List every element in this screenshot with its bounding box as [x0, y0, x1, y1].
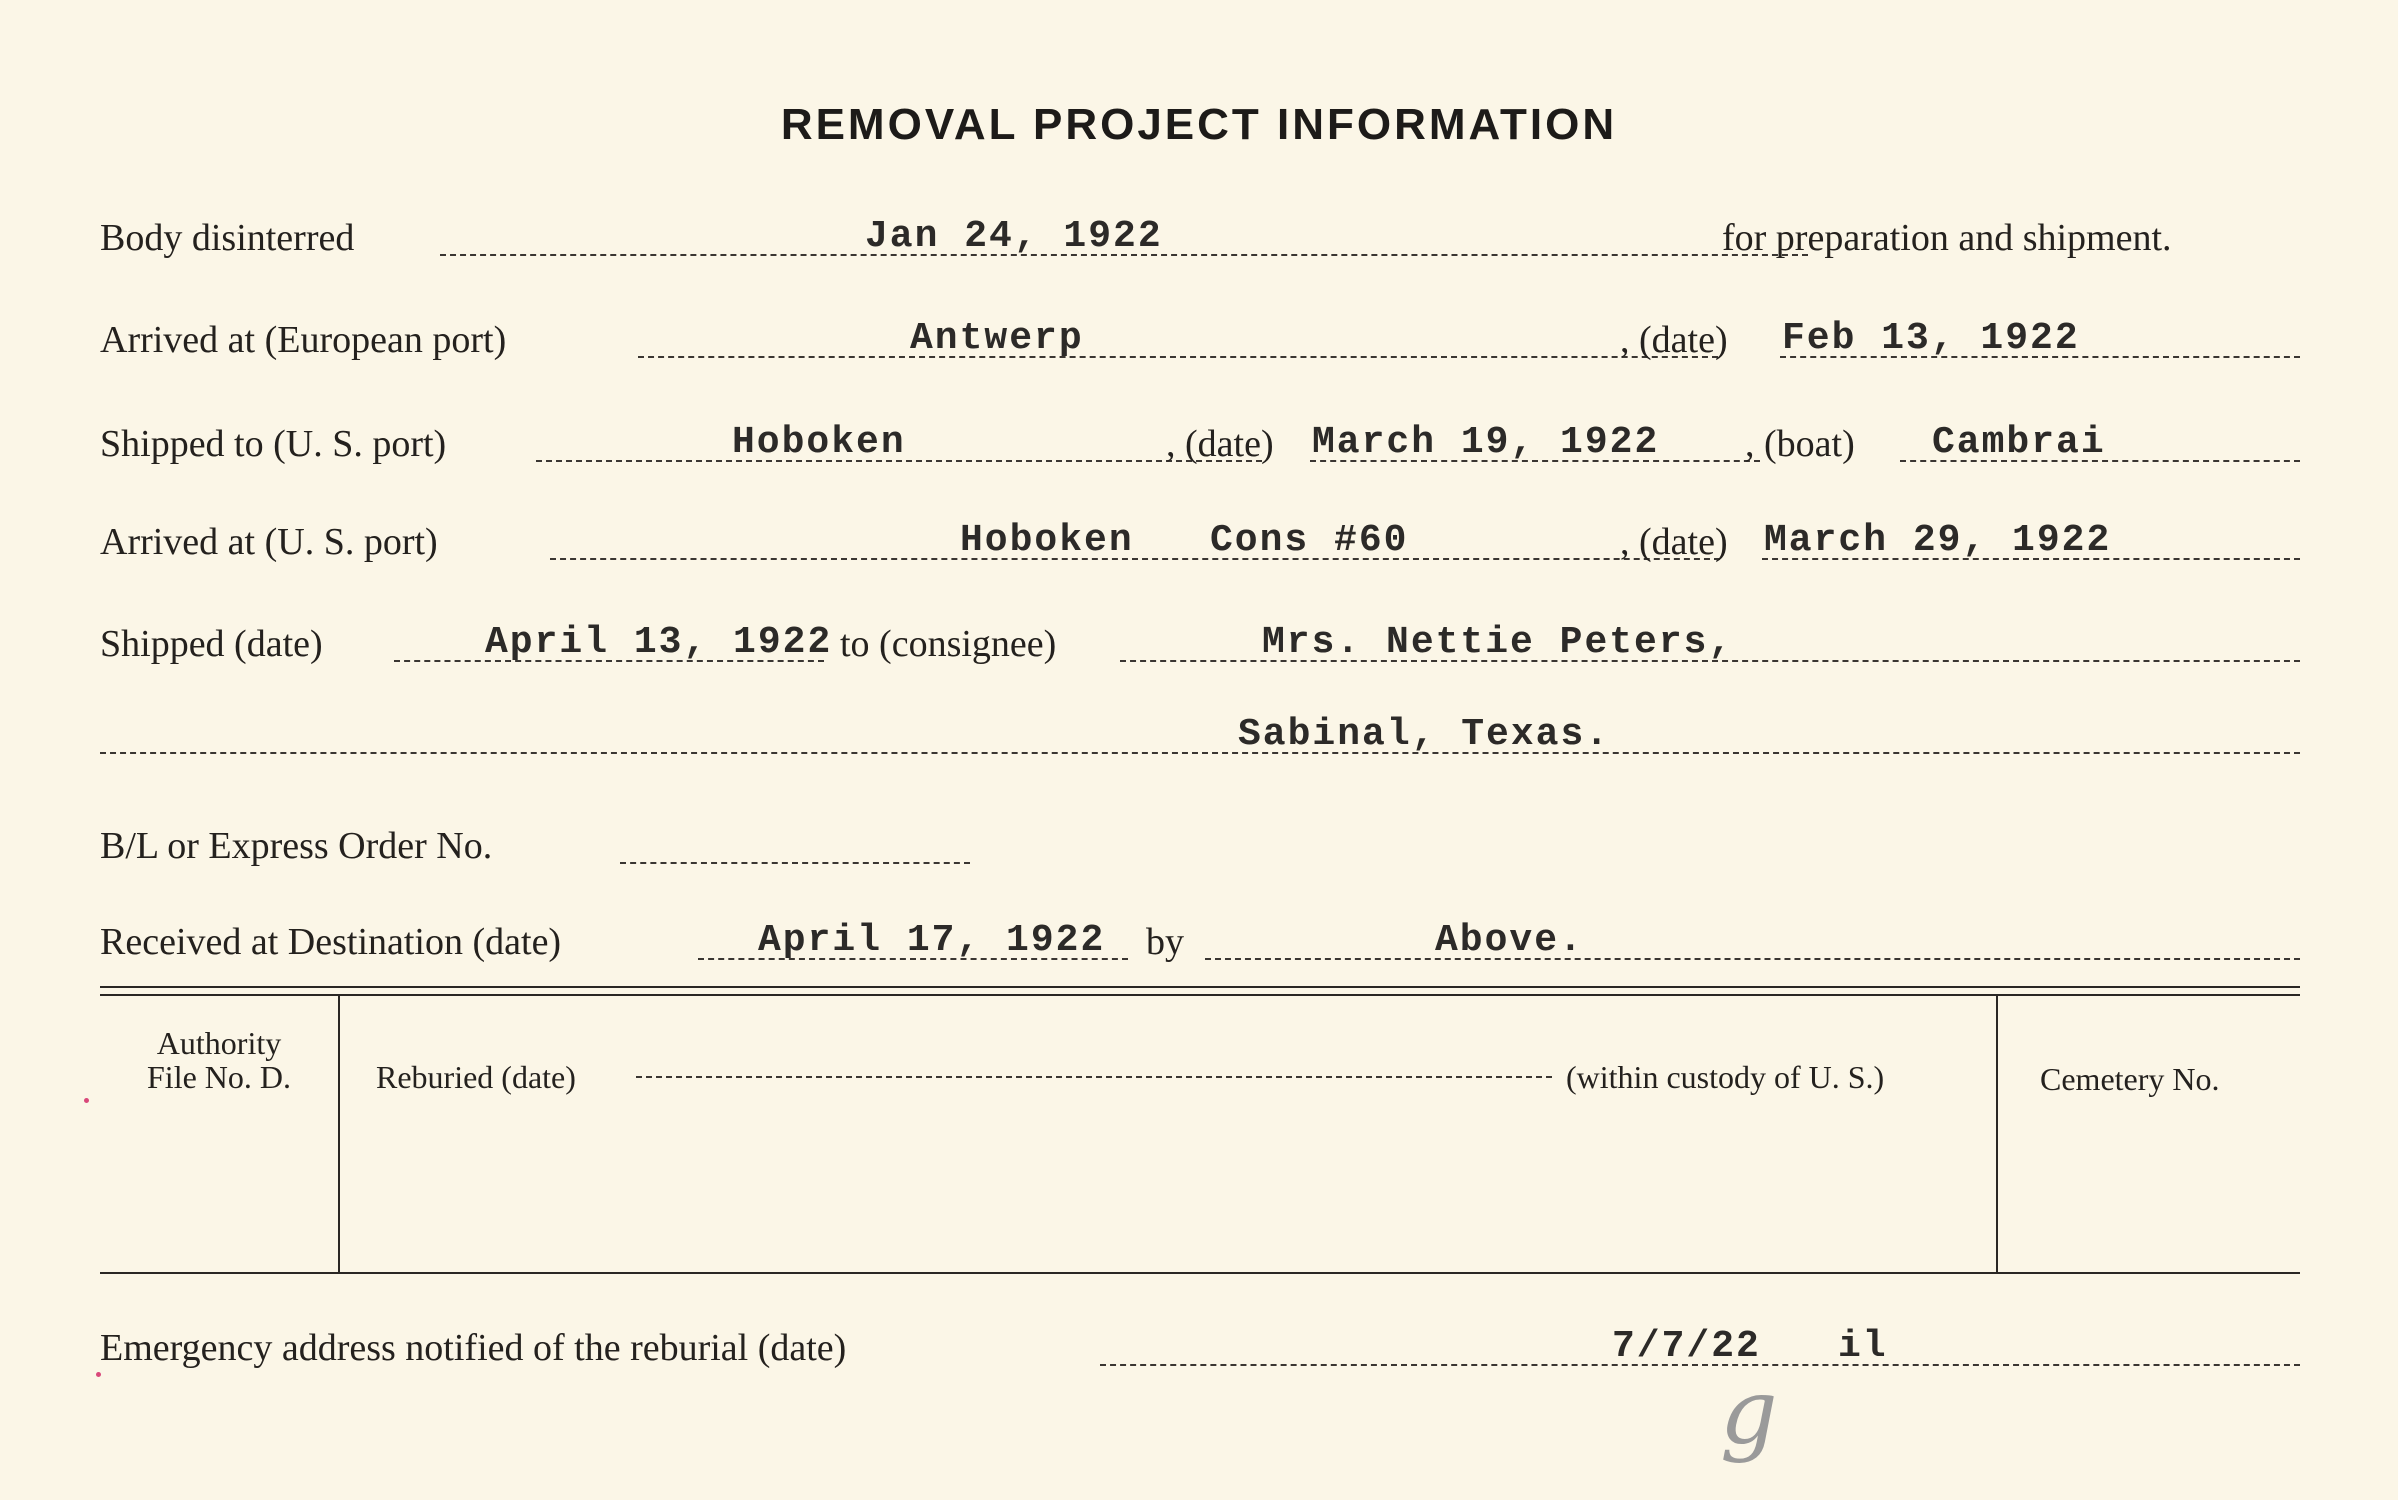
shipped-date-value: April 13, 1922: [485, 621, 833, 664]
row-address: [100, 706, 2300, 766]
bl-order-label: B/L or Express Order No.: [100, 825, 493, 867]
box-top-rule-2: [100, 994, 2300, 996]
ink-speck-2: [96, 1372, 101, 1377]
row-arrived-us: [100, 512, 2300, 572]
arrived-us-date-label: , (date): [1620, 521, 1728, 563]
body-disinterred-value: Jan 24, 1922: [865, 215, 1163, 258]
received-by-label: by: [1146, 921, 1184, 963]
received-date: April 17, 1922: [758, 919, 1106, 962]
row-body-disinterred: [100, 208, 2300, 268]
ink-speck: [84, 1098, 89, 1103]
custody-label: (within custody of U. S.): [1566, 1059, 1885, 1095]
bl-order-line: [620, 862, 970, 864]
row-shipped-date: [100, 614, 2300, 674]
arrived-us-port: Hoboken: [960, 519, 1134, 562]
received-label: Received at Destination (date): [100, 921, 562, 963]
handwritten-mark: g: [1720, 1360, 1778, 1465]
reburied-line: [636, 1076, 1552, 1078]
arrived-us-date: March 29, 1922: [1764, 519, 2112, 562]
body-disinterred-label: Body disinterred: [100, 217, 355, 259]
authority-line-1: Authority: [156, 1025, 282, 1061]
reburied-label: Reburied (date): [376, 1059, 576, 1095]
authority-line-2: File No. D.: [147, 1059, 291, 1095]
body-disinterred-suffix: for preparation and shipment.: [1722, 217, 2172, 259]
arrived-us-cons: Cons #60: [1210, 519, 1409, 562]
box-divider-right: [1996, 996, 1998, 1272]
arrived-european-label: Arrived at (European port): [100, 319, 507, 361]
cemetery-label: Cemetery No.: [2040, 1061, 2220, 1097]
emergency-initials: il: [1838, 1325, 1888, 1368]
shipped-us-date: March 19, 1922: [1312, 421, 1660, 464]
shipped-us-port: Hoboken: [732, 421, 906, 464]
shipped-us-boat: Cambrai: [1932, 421, 2106, 464]
row-emergency: [100, 1318, 2300, 1378]
arrived-european-date-label: , (date): [1620, 319, 1728, 361]
shipped-us-boat-label: , (boat): [1745, 423, 1855, 465]
card-title: REMOVAL PROJECT INFORMATION: [780, 100, 1618, 149]
arrived-european-line: [638, 356, 1718, 358]
shipped-us-label: Shipped to (U. S. port): [100, 423, 447, 465]
consignee-value: Mrs. Nettie Peters,: [1262, 621, 1734, 664]
arrived-european-date: Feb 13, 1922: [1782, 317, 2080, 360]
shipped-us-date-label: , (date): [1166, 423, 1274, 465]
box-bottom-rule: [100, 1272, 2300, 1274]
row-shipped-us: [100, 414, 2300, 474]
box-divider-left: [338, 996, 340, 1272]
row-bl-order: [100, 816, 2300, 876]
address-value: Sabinal, Texas.: [1238, 713, 1611, 756]
emergency-date: 7/7/22: [1612, 1325, 1761, 1368]
authority-label: [100, 1026, 338, 1094]
arrived-us-label: Arrived at (U. S. port): [100, 521, 438, 563]
arrived-european-port: Antwerp: [910, 317, 1084, 360]
shipped-date-label: Shipped (date): [100, 623, 323, 665]
consignee-label: to (consignee): [840, 623, 1057, 665]
row-arrived-european: [100, 310, 2300, 370]
arrived-us-line: [550, 558, 1720, 560]
emergency-label: Emergency address notified of the reburial (date): [100, 1327, 847, 1369]
row-received: [100, 912, 2300, 972]
received-by-line: [1205, 958, 2300, 960]
box-top-rule: [100, 986, 2300, 988]
address-line: [100, 752, 2300, 754]
received-by-value: Above.: [1435, 919, 1584, 962]
